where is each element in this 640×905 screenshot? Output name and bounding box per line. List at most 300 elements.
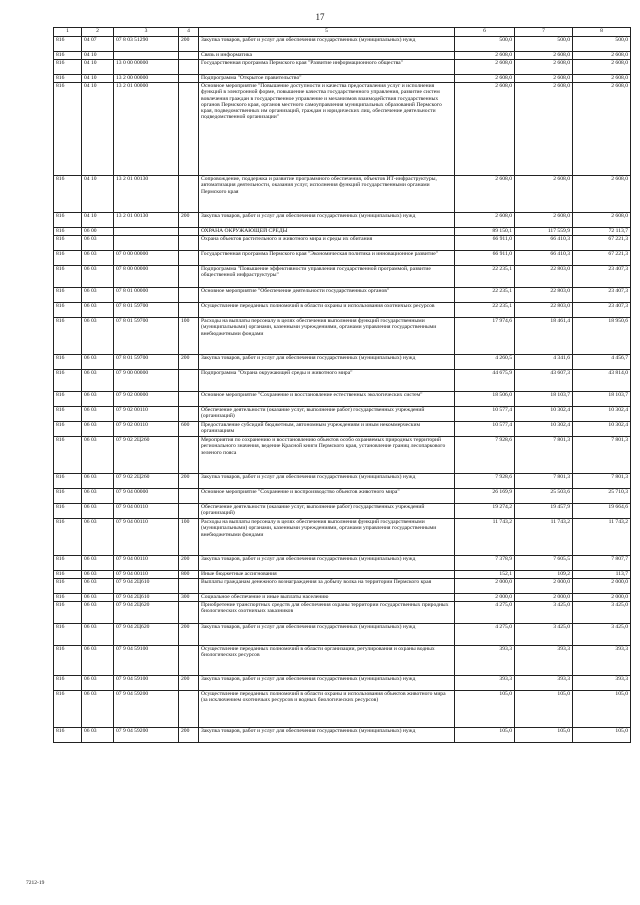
table-cell: 19 664,6 <box>573 504 631 519</box>
table-row <box>54 355 631 370</box>
table-row <box>54 676 631 691</box>
table-cell: 07 9 04 00110 <box>114 556 179 571</box>
table-cell: 22 235,1 <box>455 266 515 288</box>
table-cell: 816 <box>54 37 82 52</box>
table-cell: 06 03 <box>82 571 114 579</box>
table-cell: Расходы на выплаты персоналу в целях обеспечения выполнения функций государственными (муниципальными) органами, казенными учреждениями, органами управления государственными внебюджетными фондами <box>199 318 455 355</box>
table-cell: Закупка товаров, работ и услуг для обеспечения государственных (муниципальных) нужд <box>199 355 455 370</box>
table-cell: 04 10 <box>82 176 114 213</box>
table-cell: Осуществление переданных полномочий в области организации, регулирования и охраны водных биологических ресурсов <box>199 646 455 676</box>
table-cell: 200 <box>179 676 199 691</box>
table-row <box>54 571 631 579</box>
table-cell: 07 9 04 59100 <box>114 646 179 676</box>
table-cell <box>179 303 199 318</box>
table-cell: 07 9 04 00110 <box>114 504 179 519</box>
table-cell <box>179 579 199 594</box>
table-cell: Основное мероприятие "Сохранение и восстановление естественных экологических систем" <box>199 392 455 407</box>
table-cell: 2 608,0 <box>515 83 573 176</box>
table-cell: 500,0 <box>515 37 573 52</box>
table-cell <box>179 504 199 519</box>
page-number: 17 <box>315 12 325 22</box>
table-cell: 2 608,0 <box>455 75 515 83</box>
table-row <box>54 474 631 489</box>
table-cell: 13 2 01 00130 <box>114 213 179 228</box>
table-cell: 2 000,0 <box>573 579 631 594</box>
table-cell: 04 10 <box>82 75 114 83</box>
table-cell: 2 608,0 <box>515 52 573 60</box>
table-body <box>54 37 631 743</box>
table-cell: 2 608,0 <box>455 52 515 60</box>
column-header: 1 <box>54 28 82 37</box>
table-cell: 06 00 <box>82 228 114 236</box>
table-cell: 11 743,2 <box>515 519 573 556</box>
table-cell: 2 608,0 <box>515 75 573 83</box>
table-cell <box>179 288 199 303</box>
table-cell: 22 235,1 <box>455 303 515 318</box>
table-cell: 22 803,0 <box>515 288 573 303</box>
table-cell: 3 425,0 <box>515 624 573 646</box>
table-cell: Осуществление переданных полномочий в области охраны и использования охотничьих ресурсов <box>199 303 455 318</box>
table-cell: 04 10 <box>82 52 114 60</box>
table-cell: 2 608,0 <box>573 176 631 213</box>
table-cell: Охрана объектов растительного и животного мира и среды их обитания <box>199 236 455 251</box>
table-row <box>54 728 631 743</box>
table-cell <box>179 251 199 266</box>
table-cell: 10 577,4 <box>455 407 515 422</box>
table-cell: 10 302,4 <box>515 407 573 422</box>
table-cell: 23 407,3 <box>573 266 631 288</box>
table-cell: 06 03 <box>82 728 114 743</box>
table-cell: 44 675,9 <box>455 370 515 392</box>
table-cell: Основное мероприятие "Сохранение и воспроизводство объектов животного мира" <box>199 489 455 504</box>
table-cell: Основное мероприятие "Обеспечение деятельности государственных органов" <box>199 288 455 303</box>
table-cell: 2 608,0 <box>573 83 631 176</box>
table-cell: 816 <box>54 579 82 594</box>
table-cell: 66 911,0 <box>455 236 515 251</box>
table-cell: 13 2 00 00000 <box>114 75 179 83</box>
table-cell: 07 9 04 59200 <box>114 691 179 728</box>
table-cell: 10 577,4 <box>455 422 515 437</box>
table-cell: 393,3 <box>455 646 515 676</box>
table-cell: 393,3 <box>573 646 631 676</box>
table-cell: 07 9 04 00000 <box>114 489 179 504</box>
table-cell: 7 801,3 <box>573 437 631 474</box>
column-header: 8 <box>573 28 631 37</box>
table-cell: Связь и информатика <box>199 52 455 60</box>
table-row <box>54 437 631 474</box>
table-cell: 816 <box>54 83 82 176</box>
table-cell <box>179 602 199 624</box>
table-cell: 07 9 02 00110 <box>114 422 179 437</box>
table-row <box>54 176 631 213</box>
table-cell: 816 <box>54 437 82 474</box>
table-cell: 200 <box>179 355 199 370</box>
table-cell <box>179 266 199 288</box>
table-cell: 07 9 04 2Ц620 <box>114 624 179 646</box>
table-cell: 10 302,4 <box>573 407 631 422</box>
table-cell: 2 000,0 <box>515 579 573 594</box>
table-cell: 200 <box>179 728 199 743</box>
table-cell: 816 <box>54 355 82 370</box>
table-cell: 2 608,0 <box>573 52 631 60</box>
table-cell: 89 150,1 <box>455 228 515 236</box>
table-cell: 19 274,2 <box>455 504 515 519</box>
table-cell: 816 <box>54 571 82 579</box>
table-cell: 10 302,4 <box>573 422 631 437</box>
table-cell: 816 <box>54 407 82 422</box>
table-cell: 7 801,3 <box>515 437 573 474</box>
table-row <box>54 303 631 318</box>
table-cell: 06 03 <box>82 392 114 407</box>
table-cell: 06 03 <box>82 556 114 571</box>
table-cell: 07 9 02 2Ц260 <box>114 474 179 489</box>
table-cell: 07 8 03 51290 <box>114 37 179 52</box>
table-row <box>54 251 631 266</box>
table-cell: 2 000,0 <box>573 594 631 602</box>
table-row <box>54 52 631 60</box>
table-row <box>54 691 631 728</box>
table-cell: 2 608,0 <box>573 75 631 83</box>
table-cell: 07 9 02 00000 <box>114 392 179 407</box>
table-cell: 06 03 <box>82 355 114 370</box>
table-cell <box>179 691 199 728</box>
table-cell: 06 03 <box>82 251 114 266</box>
table-cell: 72 113,7 <box>573 228 631 236</box>
table-cell: 04 10 <box>82 60 114 75</box>
table-cell: 11 743,2 <box>455 519 515 556</box>
table-row <box>54 646 631 676</box>
table-cell: 07 9 04 00110 <box>114 571 179 579</box>
table-cell: 816 <box>54 370 82 392</box>
table-row <box>54 213 631 228</box>
table-cell: 109,2 <box>515 571 573 579</box>
table-cell: 816 <box>54 474 82 489</box>
table-cell: 18 506,0 <box>455 392 515 407</box>
table-cell: 06 03 <box>82 489 114 504</box>
table-cell: 3 425,0 <box>573 602 631 624</box>
table-cell <box>179 75 199 83</box>
table-cell: 816 <box>54 52 82 60</box>
table-cell: 06 03 <box>82 646 114 676</box>
table-cell: Закупка товаров, работ и услуг для обеспечения государственных (муниципальных) нужд <box>199 728 455 743</box>
table-cell: 13 2 01 00000 <box>114 83 179 176</box>
table-cell: 22 803,0 <box>515 303 573 318</box>
table-cell: 06 03 <box>82 691 114 728</box>
table-cell: 23 407,3 <box>573 288 631 303</box>
table-header-row <box>54 28 631 37</box>
table-cell: 43 607,3 <box>515 370 573 392</box>
table-row <box>54 504 631 519</box>
table-cell: 7 801,3 <box>515 474 573 489</box>
table-cell: 7 807,7 <box>573 556 631 571</box>
table-cell: 04 10 <box>82 213 114 228</box>
table-cell: 816 <box>54 504 82 519</box>
table-cell: 06 03 <box>82 303 114 318</box>
table-cell: 500,0 <box>573 37 631 52</box>
table-row <box>54 602 631 624</box>
table-cell: 100 <box>179 519 199 556</box>
table-cell: 2 608,0 <box>573 213 631 228</box>
table-cell: 07 8 00 00000 <box>114 266 179 288</box>
table-cell: 816 <box>54 594 82 602</box>
table-cell: Сопровождение, поддержка и развитие программного обеспечения, объектов ИТ-инфраструктуры, автоматизация деятельности, оказания услуг, исполнения функций государственными органами Пермского края <box>199 176 455 213</box>
table-cell: 105,0 <box>573 728 631 743</box>
table-cell <box>114 228 179 236</box>
table-cell <box>179 236 199 251</box>
table-row <box>54 594 631 602</box>
table-cell: 07 9 02 2Ц260 <box>114 437 179 474</box>
table-cell: 06 03 <box>82 437 114 474</box>
table-cell: 07 9 04 00110 <box>114 519 179 556</box>
table-cell: 07 9 04 59100 <box>114 676 179 691</box>
table-row <box>54 370 631 392</box>
table-cell: 18 103,7 <box>573 392 631 407</box>
table-cell: 2 608,0 <box>455 176 515 213</box>
table-cell: Выплаты гражданам денежного вознаграждения за добычу волка на территории Пермского края <box>199 579 455 594</box>
table-cell: Обеспечение деятельности (оказание услуг, выполнение работ) государственных учреждений (организаций) <box>199 504 455 519</box>
table-cell <box>179 52 199 60</box>
table-cell: 816 <box>54 318 82 355</box>
table-cell: 816 <box>54 646 82 676</box>
table-cell: 10 302,4 <box>515 422 573 437</box>
table-cell: 2 000,0 <box>515 594 573 602</box>
table-cell: 13 2 01 00130 <box>114 176 179 213</box>
table-row <box>54 519 631 556</box>
table-cell: 22 803,0 <box>515 266 573 288</box>
table-cell: Закупка товаров, работ и услуг для обеспечения государственных (муниципальных) нужд <box>199 676 455 691</box>
table-row <box>54 422 631 437</box>
footer-code: 7212-19 <box>26 880 45 886</box>
table-cell: 816 <box>54 422 82 437</box>
table-cell: 2 000,0 <box>455 579 515 594</box>
table-cell: 117 559,9 <box>515 228 573 236</box>
table-row <box>54 288 631 303</box>
table-cell: 200 <box>179 556 199 571</box>
table-cell: 816 <box>54 228 82 236</box>
table-cell: Расходы на выплаты персоналу в целях обеспечения выполнения функций государственными (муниципальными) органами, казенными учреждениями, органами управления государственными внебюджетными фондами <box>199 519 455 556</box>
table-cell: 7 605,5 <box>515 556 573 571</box>
table-cell: 816 <box>54 624 82 646</box>
table-cell: 07 9 04 2Ц610 <box>114 594 179 602</box>
table-cell: 816 <box>54 213 82 228</box>
table-cell: 393,3 <box>573 676 631 691</box>
table-row <box>54 266 631 288</box>
table-cell: 06 03 <box>82 504 114 519</box>
table-cell <box>179 60 199 75</box>
column-header: 5 <box>199 28 455 37</box>
table-cell: 3 425,0 <box>573 624 631 646</box>
table-row <box>54 624 631 646</box>
table-cell: 2 000,0 <box>455 594 515 602</box>
table-cell: 06 03 <box>82 474 114 489</box>
table-cell: 816 <box>54 75 82 83</box>
budget-table <box>53 27 631 743</box>
table-cell <box>179 228 199 236</box>
table-cell: 18 461,4 <box>515 318 573 355</box>
column-header: 4 <box>179 28 199 37</box>
table-cell: 06 03 <box>82 370 114 392</box>
table-cell: Социальное обеспечение и иные выплаты населению <box>199 594 455 602</box>
table-cell <box>179 370 199 392</box>
table-cell: 43 814,0 <box>573 370 631 392</box>
table-row <box>54 318 631 355</box>
table-cell: 66 911,0 <box>455 251 515 266</box>
table-cell: 200 <box>179 213 199 228</box>
table-cell: 816 <box>54 691 82 728</box>
table-cell: 18 103,7 <box>515 392 573 407</box>
table-cell: 23 407,3 <box>573 303 631 318</box>
table-cell: 105,0 <box>455 728 515 743</box>
table-row <box>54 407 631 422</box>
table-cell: 816 <box>54 266 82 288</box>
table-cell: 67 221,3 <box>573 251 631 266</box>
table-cell: 07 8 01 59700 <box>114 303 179 318</box>
table-cell: 816 <box>54 60 82 75</box>
table-row <box>54 579 631 594</box>
table-cell: 07 8 01 00000 <box>114 288 179 303</box>
table-cell: 4 341,6 <box>515 355 573 370</box>
table-cell: 816 <box>54 251 82 266</box>
table-cell: 800 <box>179 571 199 579</box>
table-cell: 816 <box>54 556 82 571</box>
table-cell: 2 608,0 <box>515 213 573 228</box>
table-cell: 200 <box>179 474 199 489</box>
table-cell: 13 0 00 00000 <box>114 60 179 75</box>
column-header: 7 <box>515 28 573 37</box>
table-cell: 4 456,7 <box>573 355 631 370</box>
table-cell: Закупка товаров, работ и услуг для обеспечения государственных (муниципальных) нужд <box>199 624 455 646</box>
table-cell <box>179 176 199 213</box>
table-cell: 2 608,0 <box>455 213 515 228</box>
table-cell: 07 9 04 2Ц620 <box>114 602 179 624</box>
table-cell: Основное мероприятие "Повышение доступности и качества предоставления услуг и исполнения функций в электронной форме, повышение качества государственного управления, развитие систем вовлечения граждан в государственное управление и механизмов взаимодействия государственных органов Пермского края, органов местного самоуправления муниципальных образований Пермского края, подведомственных им организаций, граждан и юридических лиц, обеспечение деятельности подведомственной организации" <box>199 83 455 176</box>
table-cell: 100 <box>179 318 199 355</box>
column-header: 2 <box>82 28 114 37</box>
table-cell: 06 03 <box>82 579 114 594</box>
table-cell: 06 03 <box>82 602 114 624</box>
table-cell: 393,3 <box>455 676 515 691</box>
table-row <box>54 75 631 83</box>
table-cell: Государственная программа Пермского края "Экономическая политика и инновационное развитие" <box>199 251 455 266</box>
table-cell: 04 10 <box>82 83 114 176</box>
table-cell: 816 <box>54 303 82 318</box>
table-cell: 4 275,0 <box>455 602 515 624</box>
table-cell <box>179 437 199 474</box>
table-cell: 200 <box>179 37 199 52</box>
table-cell: 07 9 04 2Ц610 <box>114 579 179 594</box>
table-cell: 06 03 <box>82 624 114 646</box>
table-cell: Обеспечение деятельности (оказание услуг, выполнение работ) государственных учреждений (организаций) <box>199 407 455 422</box>
table-cell <box>179 407 199 422</box>
column-header: 3 <box>114 28 179 37</box>
table-cell: 200 <box>179 624 199 646</box>
table-cell: 816 <box>54 602 82 624</box>
table-cell: 816 <box>54 236 82 251</box>
table-cell: Подпрограмма "Повышение эффективности управления государственной программой, развитие общественной инфраструктуры" <box>199 266 455 288</box>
table-cell: Осуществление переданных полномочий в области охраны и использования объектов животного мира (за исключением охотничьих ресурсов и водных биологических ресурсов) <box>199 691 455 728</box>
table-cell: 113,7 <box>573 571 631 579</box>
table-cell: Предоставление субсидий бюджетным, автономным учреждениям и иным некоммерческим организациям <box>199 422 455 437</box>
table-cell: 07 9 00 00000 <box>114 370 179 392</box>
table-cell: 500,0 <box>455 37 515 52</box>
table-cell: 19 457,9 <box>515 504 573 519</box>
table-cell: 17 974,6 <box>455 318 515 355</box>
table-cell: 22 235,1 <box>455 288 515 303</box>
table-cell <box>114 52 179 60</box>
table-row <box>54 228 631 236</box>
table-cell: Иные бюджетные ассигнования <box>199 571 455 579</box>
table-row <box>54 556 631 571</box>
column-header: 6 <box>455 28 515 37</box>
table-cell: 06 03 <box>82 519 114 556</box>
table-cell: 06 03 <box>82 318 114 355</box>
table-cell: 06 03 <box>82 407 114 422</box>
table-cell: 7 928,6 <box>455 474 515 489</box>
table-cell <box>114 236 179 251</box>
table-cell: 06 03 <box>82 288 114 303</box>
table-row <box>54 37 631 52</box>
table-cell: Закупка товаров, работ и услуг для обеспечения государственных (муниципальных) нужд <box>199 37 455 52</box>
table-cell: Подпрограмма "Охрана окружающей среды и животного мира" <box>199 370 455 392</box>
table-cell: 06 03 <box>82 266 114 288</box>
table-cell: Государственная программа Пермского края "Развитие информационного общества" <box>199 60 455 75</box>
table-cell: 152,1 <box>455 571 515 579</box>
table-cell: 816 <box>54 489 82 504</box>
table-cell: 3 425,0 <box>515 602 573 624</box>
table-cell: Подпрограмма "Открытое правительство" <box>199 75 455 83</box>
table-cell: 816 <box>54 676 82 691</box>
table-cell: 393,3 <box>515 646 573 676</box>
table-cell: 393,3 <box>515 676 573 691</box>
table-cell: 66 410,3 <box>515 251 573 266</box>
table-cell: 816 <box>54 288 82 303</box>
table-cell: 2 608,0 <box>515 60 573 75</box>
table-cell: 06 03 <box>82 236 114 251</box>
table-cell <box>179 489 199 504</box>
table-cell: 105,0 <box>515 691 573 728</box>
table-cell: 600 <box>179 422 199 437</box>
table-cell: 06 03 <box>82 422 114 437</box>
table-cell: 07 8 01 59700 <box>114 355 179 370</box>
table-row <box>54 83 631 176</box>
table-cell: 4 260,5 <box>455 355 515 370</box>
table-cell: 816 <box>54 392 82 407</box>
table-cell: 04 07 <box>82 37 114 52</box>
table-cell: 7 801,3 <box>573 474 631 489</box>
table-cell: 2 608,0 <box>573 60 631 75</box>
table-cell: 2 608,0 <box>455 83 515 176</box>
table-row <box>54 60 631 75</box>
table-cell: 7 378,9 <box>455 556 515 571</box>
table-cell: 105,0 <box>573 691 631 728</box>
table-cell <box>179 392 199 407</box>
table-cell: 2 608,0 <box>455 60 515 75</box>
table-cell: Закупка товаров, работ и услуг для обеспечения государственных (муниципальных) нужд <box>199 556 455 571</box>
table-cell: 4 275,0 <box>455 624 515 646</box>
table-cell: 25 503,6 <box>515 489 573 504</box>
table-cell <box>179 83 199 176</box>
table-cell: Закупка товаров, работ и услуг для обеспечения государственных (муниципальных) нужд <box>199 474 455 489</box>
table-row <box>54 392 631 407</box>
table-cell: 11 743,2 <box>573 519 631 556</box>
table-cell: 07 8 01 59700 <box>114 318 179 355</box>
table-cell: 105,0 <box>515 728 573 743</box>
table-cell: Приобретение транспортных средств для обеспечения охраны территории государственных природных биологических охотничьих заказников <box>199 602 455 624</box>
table-cell: 06 03 <box>82 594 114 602</box>
table-cell: 26 169,9 <box>455 489 515 504</box>
table-cell: 18 950,6 <box>573 318 631 355</box>
table-cell: 816 <box>54 728 82 743</box>
